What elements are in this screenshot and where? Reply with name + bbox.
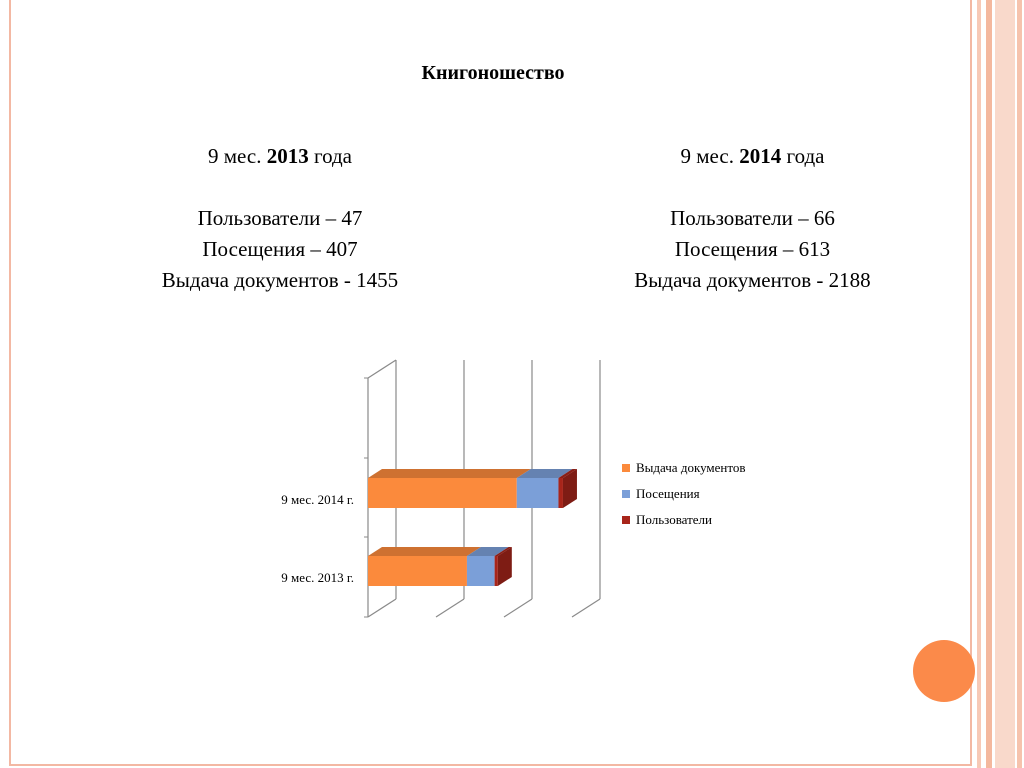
gridline-floor bbox=[368, 599, 396, 617]
chart-legend bbox=[622, 455, 746, 533]
bar-segment bbox=[558, 478, 562, 508]
users-2013: Пользователи – 47 bbox=[197, 206, 363, 230]
slide-title: Книгоношество bbox=[421, 62, 565, 84]
legend-swatch bbox=[622, 490, 630, 498]
gridline-floor bbox=[572, 599, 600, 617]
bar-segment bbox=[368, 556, 467, 586]
legend-item: Выдача документов bbox=[622, 455, 746, 481]
category-label: 9 мес. 2013 г. bbox=[281, 570, 354, 585]
visits-2014: Посещения – 613 bbox=[674, 237, 831, 261]
period-2013: 9 мес. 2013 года bbox=[208, 144, 352, 168]
docs-2013: Выдача документов - 1455 bbox=[161, 268, 399, 292]
users-2014: Пользователи – 66 bbox=[670, 206, 835, 230]
category-label: 9 мес. 2014 г. bbox=[281, 492, 354, 507]
bar-segment bbox=[517, 478, 559, 508]
visits-2013: Посещения – 407 bbox=[202, 237, 358, 261]
bar-top bbox=[368, 469, 531, 478]
legend-item: Пользователи bbox=[622, 507, 746, 533]
decor-circle bbox=[913, 640, 975, 702]
bar-segment bbox=[368, 478, 517, 508]
y-axis-top bbox=[368, 360, 396, 378]
legend-item: Посещения bbox=[622, 481, 746, 507]
legend-swatch bbox=[622, 464, 630, 472]
bar-top bbox=[368, 547, 481, 556]
bar-segment bbox=[495, 556, 498, 586]
bar-segment bbox=[467, 556, 495, 586]
docs-2014: Выдача документов - 2188 bbox=[634, 268, 871, 292]
gridline-floor bbox=[436, 599, 464, 617]
period-2014: 9 мес. 2014 года bbox=[680, 144, 825, 168]
gridline-floor bbox=[504, 599, 532, 617]
legend-swatch bbox=[622, 516, 630, 524]
